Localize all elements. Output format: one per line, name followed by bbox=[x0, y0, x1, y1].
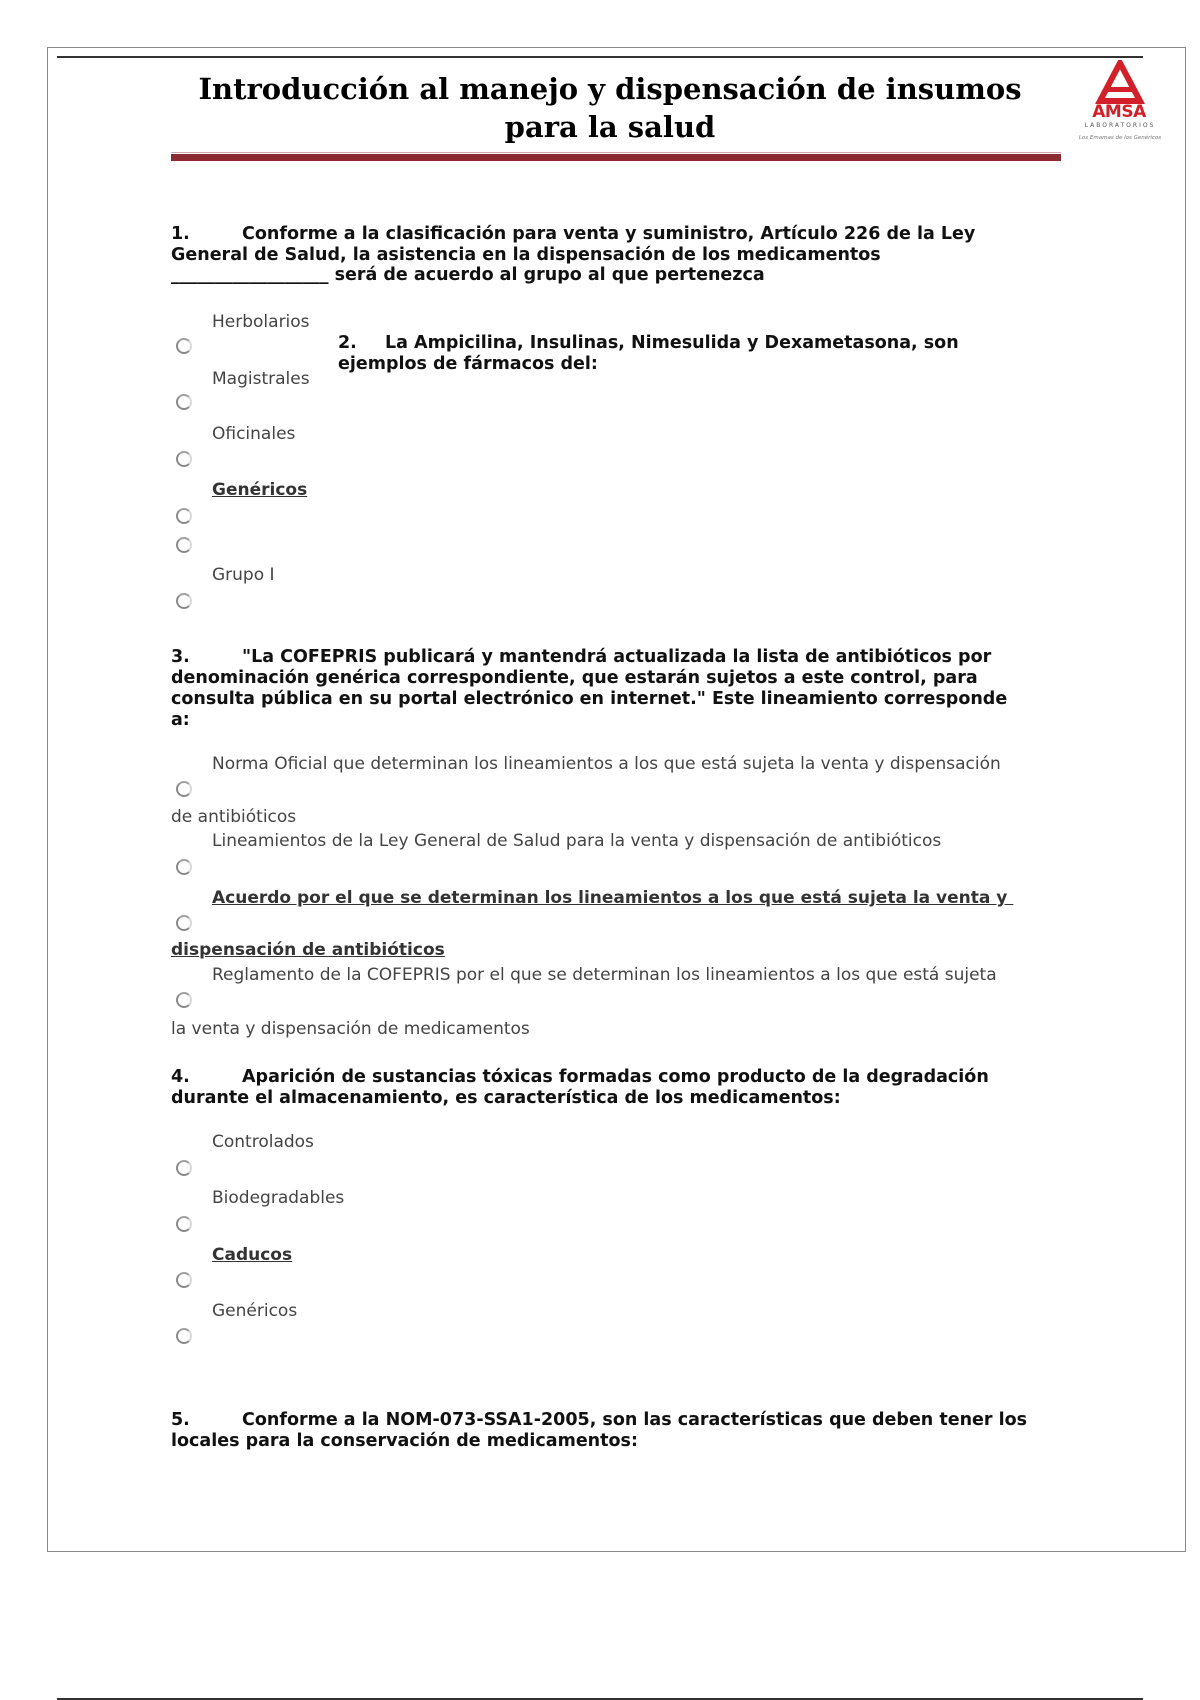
option-label: Biodegradables bbox=[212, 1188, 345, 1208]
radio-option-lineamientos[interactable] bbox=[176, 859, 192, 875]
radio-option-biodegradables[interactable] bbox=[176, 1216, 192, 1232]
question-2 bbox=[338, 333, 1038, 375]
option-label: Grupo I bbox=[212, 565, 275, 585]
question-1 bbox=[171, 224, 1071, 286]
question-text-line: ejemplos de fármacos del: bbox=[338, 354, 598, 374]
option-label-correct: Caducos bbox=[212, 1245, 293, 1265]
option-label-correct: Genéricos bbox=[212, 480, 308, 500]
bottom-rule bbox=[57, 1698, 1143, 1700]
triangle-logo-icon bbox=[1070, 60, 1170, 105]
radio-option-magistrales[interactable] bbox=[176, 394, 192, 410]
option-label: Genéricos bbox=[212, 1301, 298, 1321]
question-number: 5. bbox=[171, 1410, 190, 1430]
radio-option-acuerdo[interactable] bbox=[176, 915, 192, 931]
question-text-line: 4. Aparición de sustancias tóxicas formadas como producto de la degradación bbox=[171, 1067, 989, 1087]
question-4 bbox=[171, 1067, 1071, 1109]
question-number: 2. bbox=[338, 333, 357, 353]
radio-option-blank[interactable] bbox=[176, 537, 192, 553]
title-rule-thin bbox=[171, 152, 1061, 153]
radio-option-caducos[interactable] bbox=[176, 1272, 192, 1288]
option-label: Norma Oficial que determinan los lineamientos a los que está sujeta la venta y dispensación bbox=[212, 754, 1001, 774]
question-text-line: __________________ será de acuerdo al grupo al que pertenezca bbox=[171, 265, 765, 285]
logo-brand: AMSA bbox=[1092, 102, 1146, 122]
title-rule bbox=[171, 154, 1061, 161]
option-label: Controlados bbox=[212, 1132, 314, 1152]
option-label-continued: la venta y dispensación de medicamentos bbox=[171, 1019, 530, 1039]
question-text-line: durante el almacenamiento, es característica de los medicamentos: bbox=[171, 1088, 841, 1108]
question-text-line: denominación genérica correspondiente, que estarán sujetos a este control, para bbox=[171, 668, 978, 688]
radio-option-reglamento[interactable] bbox=[176, 992, 192, 1008]
option-label: Magistrales bbox=[212, 369, 310, 389]
radio-option-grupo-i[interactable] bbox=[176, 593, 192, 609]
question-number: 1. bbox=[171, 224, 190, 244]
logo-subtitle: LABORATORIOS bbox=[1084, 122, 1156, 129]
radio-option-controlados[interactable] bbox=[176, 1160, 192, 1176]
option-label: Reglamento de la COFEPRIS por el que se determinan los lineamientos a los que está sujeta bbox=[212, 965, 997, 985]
option-label: Oficinales bbox=[212, 424, 296, 444]
amsa-logo bbox=[1070, 60, 1170, 150]
document-title: Introducción al manejo y dispensación de insumos para la salud bbox=[198, 72, 1022, 144]
question-text-line: 3. "La COFEPRIS publicará y mantendrá actualizada la lista de antibióticos por bbox=[171, 647, 992, 667]
question-text-line: General de Salud, la asistencia en la dispensación de los medicamentos bbox=[171, 245, 881, 265]
logo-tagline: Los Emamas de los Genéricos bbox=[1078, 135, 1162, 141]
option-label: Lineamientos de la Ley General de Salud para la venta y dispensación de antibióticos bbox=[212, 831, 942, 851]
question-number: 3. bbox=[171, 647, 190, 667]
question-text-line: a: bbox=[171, 710, 190, 730]
question-number: 4. bbox=[171, 1067, 190, 1087]
question-text-line: locales para la conservación de medicamentos: bbox=[171, 1431, 638, 1451]
radio-option-oficinales[interactable] bbox=[176, 451, 192, 467]
question-5 bbox=[171, 1410, 1071, 1452]
question-text-line: 5. Conforme a la NOM-073-SSA1-2005, son las características que deben tener los bbox=[171, 1410, 1028, 1430]
option-label-correct-continued: dispensación de antibióticos bbox=[171, 940, 445, 960]
option-label-correct: Acuerdo por el que se determinan los lineamientos a los que está sujeta la venta y bbox=[212, 888, 1014, 908]
question-3 bbox=[171, 647, 1071, 731]
option-label-continued: de antibióticos bbox=[171, 807, 297, 827]
question-text-line: 2. La Ampicilina, Insulinas, Nimesulida y Dexametasona, son bbox=[338, 333, 959, 353]
radio-option-genericos[interactable] bbox=[176, 508, 192, 524]
question-text-line: 1. Conforme a la clasificación para venta y suministro, Artículo 226 de la Ley bbox=[171, 224, 976, 244]
question-text-line: consulta pública en su portal electrónico en internet." Este lineamiento corresponde bbox=[171, 689, 1008, 709]
radio-option-norma-oficial[interactable] bbox=[176, 781, 192, 797]
radio-option-herbolarios[interactable] bbox=[176, 338, 192, 354]
radio-option-genericos-4[interactable] bbox=[176, 1328, 192, 1344]
top-rule bbox=[57, 56, 1143, 58]
option-label: Herbolarios bbox=[212, 312, 310, 332]
